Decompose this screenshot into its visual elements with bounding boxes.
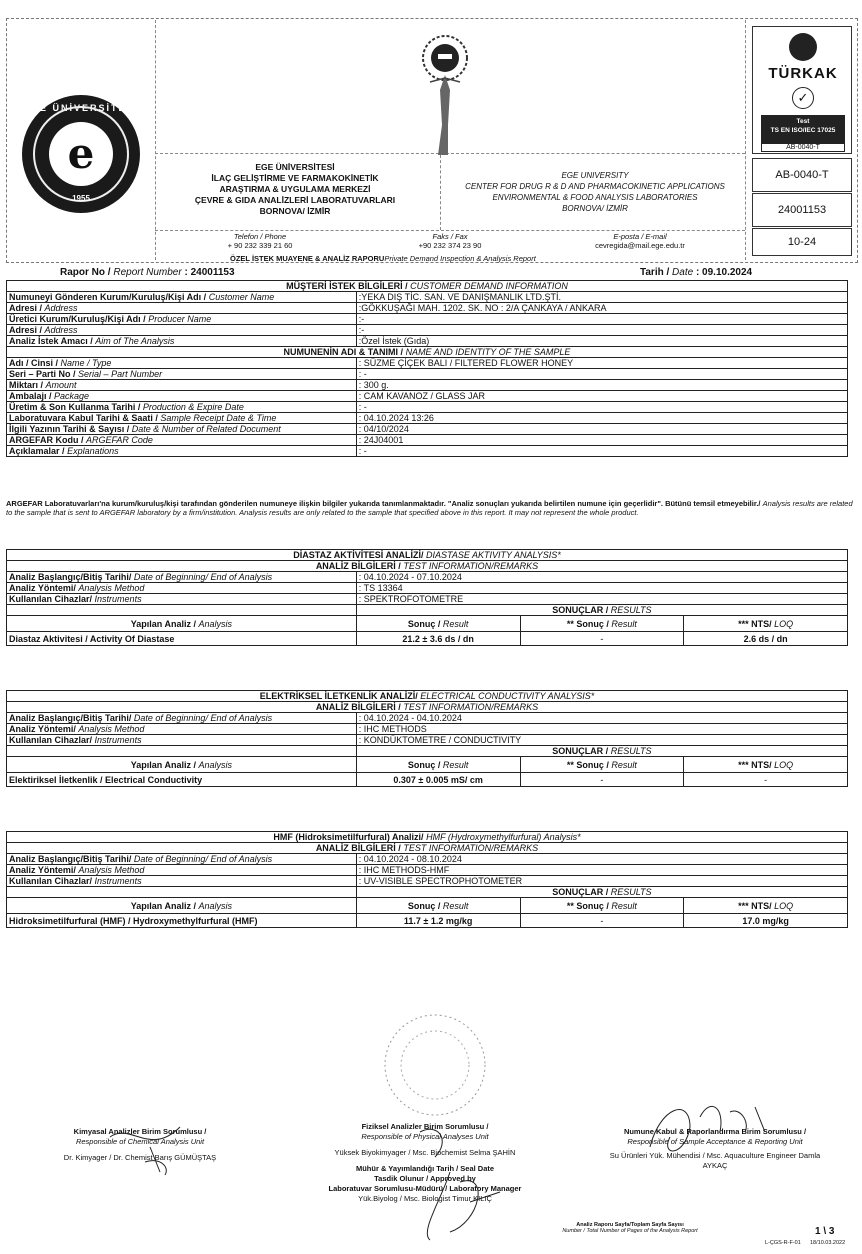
analysis-info-title: ANALİZ BİLGİLERİ / TEST INFORMATION/REMARKS: [7, 702, 848, 713]
report-number-box: 24001153: [752, 193, 852, 227]
table-row: Analiz Başlangıç/Bitiş Tarihi/ Date of Beginning/ End of Analysis : 04.10.2024 - 08.10.2024: [7, 854, 848, 865]
analysis-table-conductivity: [6, 690, 848, 787]
logo-year: 1955: [72, 194, 90, 203]
analysis-title: HMF (Hidroksimetilfurfural) Analizi/ HMF (Hydroxymethylfurfural) Analysis*: [7, 832, 848, 843]
table-row: Laboratuvara Kabul Tarihi & Saati / Sample Receipt Date & Time : 04.10.2024 13:26: [7, 413, 848, 424]
analysis-info-title: ANALİZ BİLGİLERİ / TEST INFORMATION/REMARKS: [7, 843, 848, 854]
header-divider: [155, 20, 156, 260]
fax-value: +90 232 374 23 90: [418, 241, 482, 250]
table-header-row: Yapılan Analiz / Analysis Sonuç / Result ** Sonuç / Result *** NTS/ LOQ: [7, 898, 848, 914]
table-row: Kullanılan Cihazlar/ Instruments : KONDÜKTOMETRE / CONDUCTIVITY: [7, 735, 848, 746]
turkak-accreditation-mark: [752, 26, 852, 154]
logo-university-text: EGE ÜNİVERSİTESİ: [22, 103, 140, 113]
table-row: Üretim & Son Kullanma Tarihi / Production & Expire Date : -: [7, 402, 848, 413]
customer-section-title: MÜŞTERİ İSTEK BİLGİLERİ / CUSTOMER DEMAND INFORMATION: [7, 281, 848, 292]
fax-label: Faks / Fax: [432, 232, 468, 241]
table-row: Ambalajı / Package : CAM KAVANOZ / GLASS JAR: [7, 391, 848, 402]
table-row: Kullanılan Cihazlar/ Instruments : UV-VISIBLE SPECTROPHOTOMETER: [7, 876, 848, 887]
signature-acceptance: Numune Kabul & Raporlandırma Birim Sorumlusu / Responsible of Sample Acceptance & Reporting Unit Su Ürünleri Yük. Mühendisi / Msc. Aquaculture Engineer Damla AYKAÇ: [580, 1127, 850, 1171]
table-row: Analiz Başlangıç/Bitiş Tarihi/ Date of Beginning/ End of Analysis : 04.10.2024 - 07.10.2024: [7, 572, 848, 583]
table-row: Seri – Parti No / Serial – Part Number : -: [7, 369, 848, 380]
table-row: Üretici Kurum/Kuruluş/Kişi Adı / Producer Name :-: [7, 314, 848, 325]
disclaimer: ARGEFAR Laboratuvarları'na kurum/kuruluş/kişi tarafından gönderilen numuneye ilişkin bilgiler yukarıda tanımlanmaktadır. "Analiz sonuçları yukarıda belirtilen numune için geçerlidir". Bütünü temsil etmeyebilir./ Analysis results are related to the sample that is sent to ARGEFAR laboratory by a firm/institution. Analysis results are only related to the sample that specified above in this report. It may not represent the whole product.: [6, 499, 853, 517]
table-row: Analiz Başlangıç/Bitiş Tarihi/ Date of Beginning/ End of Analysis : 04.10.2024 - 04.10.2024: [7, 713, 848, 724]
table-row: Numuneyi Gönderen Kurum/Kuruluş/Kişi Adı / Customer Name :YEKA DIŞ TİC. SAN. VE DANIŞMANLIK LTD.ŞTİ.: [7, 292, 848, 303]
center-logo: [418, 30, 472, 160]
header-divider: [745, 20, 746, 260]
analysis-title: DİASTAZ AKTİVİTESİ ANALİZİ/ DIASTASE AKTIVITY ANALYSIS*: [7, 550, 848, 561]
table-row: ARGEFAR Kodu / ARGEFAR Code : 24J04001: [7, 435, 848, 446]
analysis-info-title: ANALİZ BİLGİLERİ / TEST INFORMATION/REMARKS: [7, 561, 848, 572]
header-divider: [440, 155, 441, 230]
signature-physical: Fiziksel Analizler Birim Sorumlusu / Responsible of Physical Analyses Unit Yüksek Biyokimyager / Msc. Biochemist Selma ŞAHİN Mühür & Yayımlandığı Tarih / Seal Date Tasdik Olunur / Approved by Laboratuvar Sorumlusu-Müdürü / Laboratory Manager Yük.Biyolog / Msc. Biologist Timur KILIÇ: [300, 1122, 550, 1204]
table-row: Adı / Cinsi / Name / Type : SÜZME ÇİÇEK BALI / FILTERED FLOWER HONEY: [7, 358, 848, 369]
table-row: Açıklamalar / Explanations : -: [7, 446, 848, 457]
turkak-standard: TS EN ISO/IEC 17025: [770, 127, 836, 134]
table-row: Analiz İstek Amacı / Aim of The Analysis :Özel İstek (Gıda): [7, 336, 848, 347]
table-row: Kullanılan Cihazlar/ Instruments : SPEKTROFOTOMETRE: [7, 594, 848, 605]
table-header-row: Yapılan Analiz / Analysis Sonuç / Result ** Sonuç / Result *** NTS/ LOQ: [7, 616, 848, 632]
results-title: SONUÇLAR / RESULTS: [356, 605, 847, 616]
turkak-name: TÜRKAK: [768, 65, 838, 82]
email-label: E-posta / E-mail: [613, 232, 667, 241]
handwritten-signature: [380, 1112, 520, 1242]
signature-chemical: Kimyasal Analizler Birim Sorumlusu / Responsible of Chemical Analysis Unit Dr. Kimyager / Dr. Chemist Barış GÜMÜŞTAŞ: [20, 1127, 260, 1163]
analysis-table-diastase: [6, 549, 848, 646]
table-row: İlgili Yazının Tarihi & Sayısı / Date & Number of Related Document : 04/10/2024: [7, 424, 848, 435]
page-count-label: Analiz Raporu Sayfa/Toplam Sayfa Sayısı Number / Total Number of Pages of the Analysis Report: [562, 1222, 698, 1234]
turkak-code: AB-0040-T: [761, 143, 845, 152]
results-title: SONUÇLAR / RESULTS: [356, 746, 847, 757]
table-row: Elektiriksel İletkenlik / Electrical Conductivity 0.307 ± 0.005 mS/ cm - -: [7, 773, 848, 787]
sample-section-title: NUMUNENİN ADI & TANIMI / NAME AND IDENTITY OF THE SAMPLE: [7, 347, 848, 358]
table-row: Diastaz Aktivitesi / Activity Of Diastase 21.2 ± 3.6 ds / dn - 2.6 ds / dn: [7, 632, 848, 646]
accreditation-number: AB-0040-T: [752, 158, 852, 192]
official-seal: [380, 1010, 490, 1120]
phone-label: Telefon / Phone: [233, 232, 287, 241]
table-row: Miktarı / Amount : 300 g.: [7, 380, 848, 391]
analysis-table-hmf: [6, 831, 848, 928]
table-row: Analiz Yöntemi/ Analysis Method : TS 13364: [7, 583, 848, 594]
report-type: ÖZEL İSTEK MUAYENE & ANALİZ RAPORUPrivate Demand Inspection & Analysis Report: [230, 254, 536, 263]
institution-name-tr: EGE ÜNİVERSİTESİ İLAÇ GELİŞTİRME VE FARMAKOKİNETİK ARAŞTIRMA & UYGULAMA MERKEZİ ÇEVRE & GIDA ANALİZLERİ LABORATUVARLARI BORNOVA/ İZMİR: [194, 162, 396, 216]
handwritten-signature: [90, 1117, 210, 1177]
analysis-title: ELEKTRİKSEL İLETKENLİK ANALİZİ/ ELECTRICAL CONDUCTIVITY ANALYSIS*: [7, 691, 848, 702]
university-logo: EGE ÜNİVERSİTESİ e 1955: [22, 95, 140, 213]
table-header-row: Yapılan Analiz / Analysis Sonuç / Result ** Sonuç / Result *** NTS/ LOQ: [7, 757, 848, 773]
page-number: 1 \ 3: [815, 1226, 835, 1237]
turkak-emblem-icon: [789, 33, 817, 61]
report-number: Rapor No / Report Number : 24001153: [60, 267, 235, 278]
table-row: Analiz Yöntemi/ Analysis Method : IHC METHODS: [7, 724, 848, 735]
handwritten-signature: [630, 1087, 780, 1177]
institution-name-en: EGE UNIVERSITY CENTER FOR DRUG R & D AND PHARMACOKINETIC APPLICATIONS ENVIRONMENTAL & FOOD ANALYSIS LABORATORIES BORNOVA/ İZMİR: [465, 171, 725, 213]
header-divider: [155, 230, 745, 231]
check-icon: ✓: [792, 87, 814, 109]
table-row: Adresi / Address :-: [7, 325, 848, 336]
customer-sample-table: [6, 280, 848, 457]
table-row: Hidroksimetilfurfural (HMF) / Hydroxymethylfurfural (HMF) 11.7 ± 1.2 mg/kg - 17.0 mg/kg: [7, 914, 848, 928]
results-title: SONUÇLAR / RESULTS: [356, 887, 847, 898]
turkak-test: Test: [796, 118, 810, 125]
form-code: L-ÇGS-R-F-01: [765, 1240, 801, 1246]
table-row: Adresi / Address :GÖKKUŞAĞI MAH. 1202. SK. NO : 2/A ÇANKAYA / ANKARA: [7, 303, 848, 314]
revision-box: 10-24: [752, 228, 852, 256]
report-date: Tarih / Date : 09.10.2024: [640, 267, 753, 278]
table-row: Analiz Yöntemi/ Analysis Method : IHC METHODS-HMF: [7, 865, 848, 876]
email-value: cevregida@mail.ege.edu.tr: [595, 241, 685, 250]
phone-value: + 90 232 339 21 60: [227, 241, 293, 250]
form-date: 18/10.03.2022: [810, 1240, 846, 1246]
